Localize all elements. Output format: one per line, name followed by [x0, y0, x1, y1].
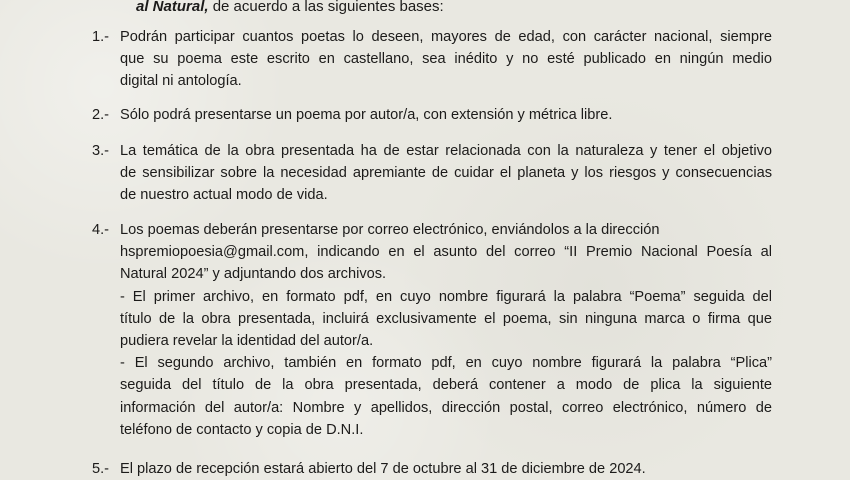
rule-text	[120, 219, 772, 441]
rule-text	[120, 104, 772, 126]
rule-text	[120, 458, 772, 480]
rule-text	[120, 26, 772, 93]
intro-emphasis: al Natural,	[136, 0, 209, 15]
rule-line: - El primer archivo, en formato pdf, en cuyo nombre figurará la palabra “Poema” seguida del	[120, 288, 772, 305]
rule-line: hspremiopoesia@gmail.com, indicando en el asunto del correo “II Premio Nacional Poesía al	[120, 244, 772, 261]
rule-line: que su poema este escrito en castellano, sea inédito y no esté publicado en ningún medio	[120, 51, 772, 68]
rule-line: de sensibilizar sobre la necesidad apremiante de cuidar el planeta y los riesgos y consecuencias	[120, 165, 772, 182]
rule-line: pudiera revelar la identidad del autor/a.	[120, 333, 374, 350]
rule-line: digital ni antología.	[120, 73, 242, 90]
rule-line: Podrán participar cuantos poetas lo deseen, mayores de edad, con carácter nacional, siempre	[120, 29, 772, 45]
rule-line: La temática de la obra presentada ha de estar relacionada con la naturaleza y tener el objetivo	[120, 143, 772, 159]
intro-line	[136, 0, 444, 18]
rule-number: 5.-	[92, 461, 110, 477]
rule-line: - El segundo archivo, también en formato pdf, en cuyo nombre figurará la palabra “Plica”	[120, 355, 772, 372]
intro-text: de acuerdo a las siguientes bases:	[208, 0, 444, 15]
rule-item-3	[92, 140, 772, 207]
rule-line: seguida del título de la obra presentada, deberá contener a modo de plica la siguiente	[120, 377, 772, 394]
rule-line: título de la obra presentada, incluirá exclusivamente el poema, sin ninguna marca o firma que	[120, 310, 772, 327]
rule-number: 2.-	[92, 107, 110, 123]
rule-line: de nuestro actual modo de vida.	[120, 187, 328, 204]
rule-item-4	[92, 219, 772, 441]
rule-line: Los poemas deberán presentarse por correo electrónico, enviándolos a la dirección	[120, 222, 660, 238]
rule-line: El plazo de recepción estará abierto del 7 de octubre al 31 de diciembre de 2024.	[120, 461, 646, 477]
rule-line: teléfono de contacto y copia de D.N.I.	[120, 421, 364, 438]
rule-item-1	[92, 26, 772, 93]
rule-line: Sólo podrá presentarse un poema por autor/a, con extensión y métrica libre.	[120, 107, 613, 123]
rule-item-2	[92, 104, 772, 126]
rule-number: 4.-	[92, 222, 110, 238]
rule-item-5	[92, 458, 772, 480]
rule-text	[120, 140, 772, 207]
rule-line: información del autor/a: Nombre y apellidos, dirección postal, correo electrónico, número de	[120, 399, 772, 416]
rule-number: 1.-	[92, 29, 110, 45]
rule-number: 3.-	[92, 143, 110, 159]
rule-line: Natural 2024” y adjuntando dos archivos.	[120, 266, 387, 283]
